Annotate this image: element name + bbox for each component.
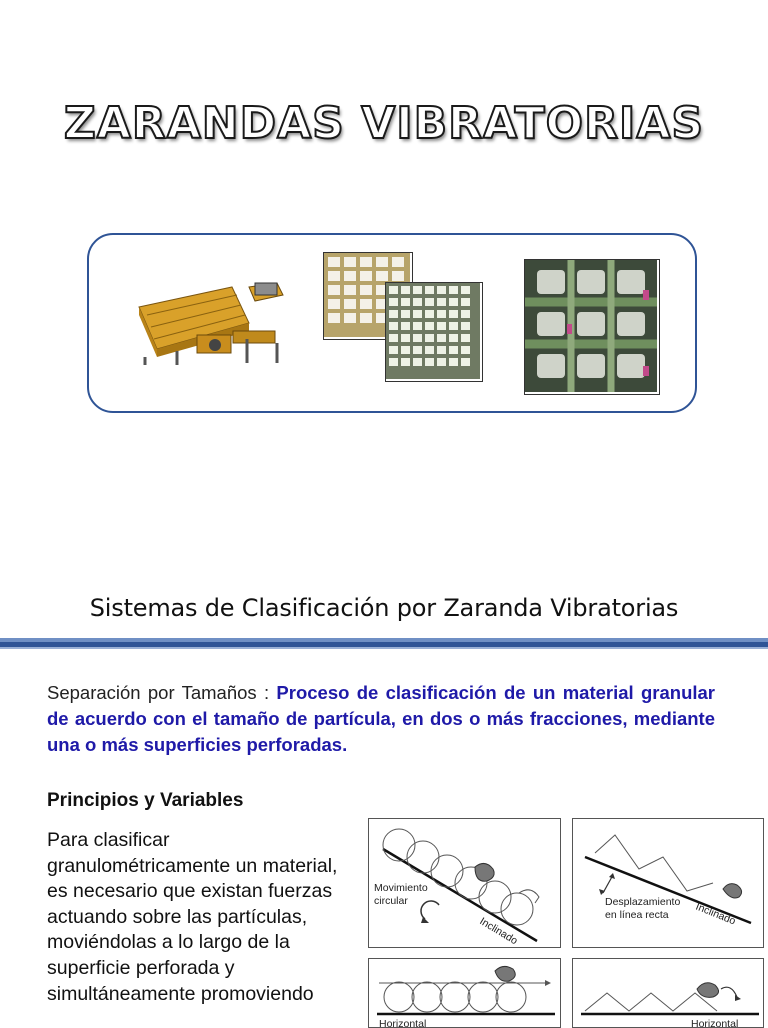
vibrating-screen-image <box>137 279 287 365</box>
diagram-label: Horizontal <box>379 1018 427 1028</box>
diagram-label: Movimiento <box>374 882 428 894</box>
definition-text: Proceso de clasificación de un material granular de acuerdo con el tamaño de partícula, en dos o más fracciones, mediante una o más superficies perforadas. <box>47 682 716 755</box>
section-subheading: Principios y Variables <box>47 790 244 811</box>
title-underline-rule <box>0 638 768 650</box>
wire-mesh-fine-image <box>385 282 483 382</box>
diagram-label: circular <box>374 895 408 907</box>
body-paragraph: Para clasificar granulométricamente un material, es necesario que existan fuerzas actuando sobre las partículas, moviéndolas a lo largo de la superficie perforada y simultáneamente promoviendo <box>47 829 338 1005</box>
diagram-label: Horizontal <box>691 1018 739 1028</box>
diagram-horizontal-circular <box>368 958 561 1028</box>
incline-label: Inclinado <box>477 915 520 948</box>
diagram-label: Desplazamiento <box>605 896 681 908</box>
diagram-horizontal-linear <box>572 958 764 1028</box>
slide-2 <box>0 566 768 1028</box>
diagram-label: en línea recta <box>605 909 669 921</box>
diagram-linear-motion <box>572 818 764 948</box>
slide-title: Sistemas de Clasificación por Zaranda Vibratorias <box>89 594 679 622</box>
incline-label: Inclinado <box>693 900 738 928</box>
definition-paragraph <box>47 680 715 758</box>
diagram-circular-motion <box>368 818 561 948</box>
definition-lead: Separación por Tamaños : <box>47 682 277 703</box>
wire-mesh-closeup-image <box>524 259 660 395</box>
slide-title: ZARANDAS VIBRATORIAS <box>63 98 705 149</box>
image-group-frame <box>87 233 697 413</box>
